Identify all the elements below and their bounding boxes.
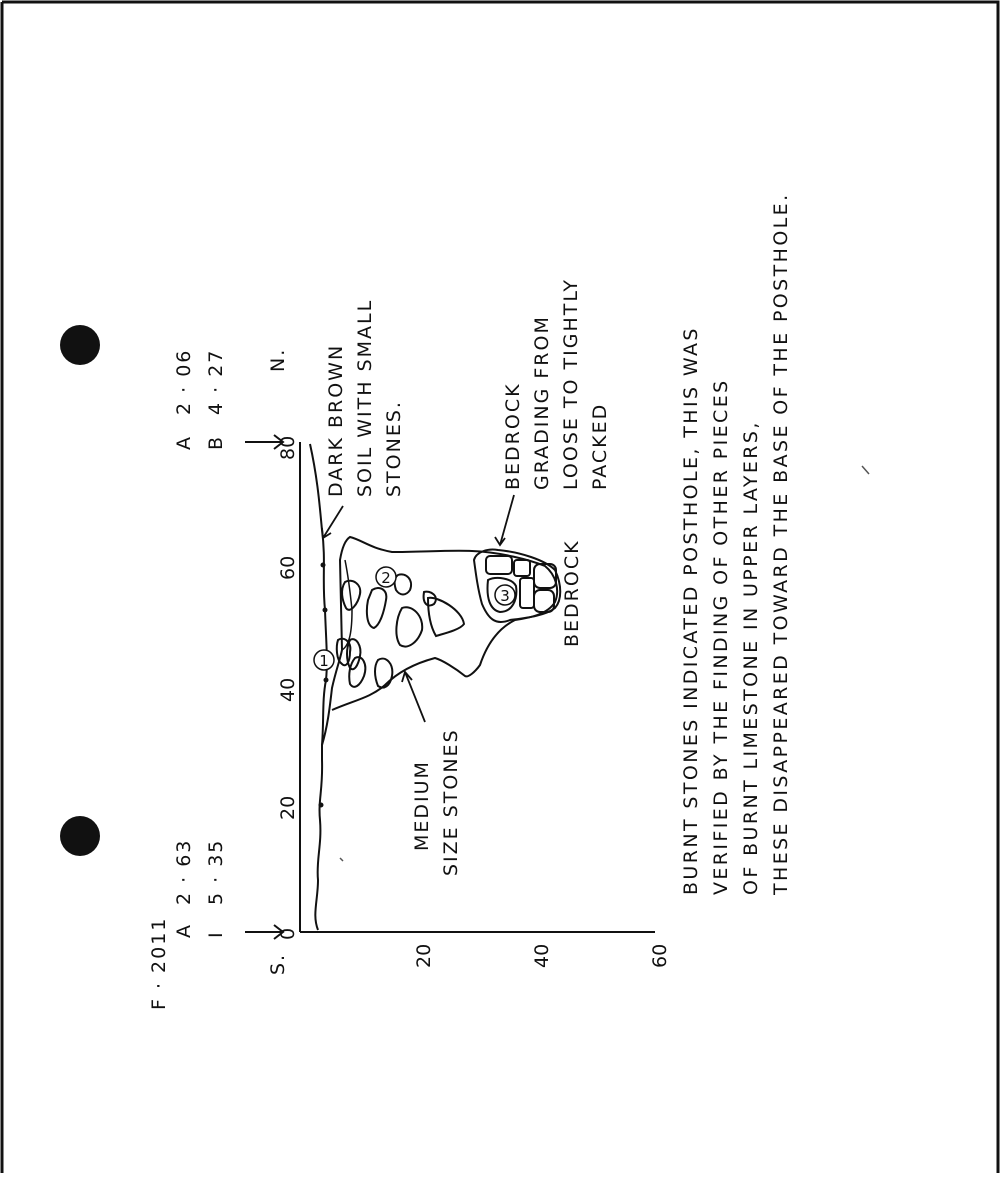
survey-point [324,678,329,683]
note-line-2: VERIFIED BY THE FINDING OF OTHER PIECES [710,378,732,895]
h-tick-40: 40 [277,677,299,702]
survey-point [319,803,324,808]
south-ref-i-letter: I [205,930,227,938]
north-label: N. [267,347,289,372]
south-label: S. [267,952,289,975]
bedrock-grading-label-line-1: BEDROCK [502,382,524,490]
north-ref-a-value: 2 · 06 [173,348,195,415]
binder-hole-bottom [60,816,100,856]
medium-stones-label-line-1: MEDIUM [411,760,433,851]
layer-marker-label: 1 [319,652,329,670]
h-tick-20: 20 [277,795,299,820]
v-tick-20: 20 [413,943,435,968]
v-tick-40: 40 [531,943,553,968]
bedrock-grading-label-line-3: LOOSE TO TIGHTLY [560,277,582,490]
south-ref-i-value: 5 · 35 [205,838,227,905]
layer-marker-1 [314,650,334,670]
bedrock-label: BEDROCK [561,539,583,647]
h-tick-60: 60 [277,555,299,580]
note-line-3: OF BURNT LIMESTONE IN UPPER LAYERS, [740,420,762,895]
topsoil-label-line-2: SOIL WITH SMALL [354,298,376,497]
bedrock-grading-label-line-4: PACKED [589,402,611,490]
layer-marker-label: 3 [500,587,510,605]
h-tick-0: 0 [277,927,299,940]
topsoil-label-line-3: STONES. [383,400,405,497]
layer-marker-label: 2 [381,569,391,587]
h-tick-80: 80 [277,435,299,460]
layer-marker-2 [376,567,396,587]
north-ref-b-letter: B [205,434,227,450]
south-ref-a-letter: A [173,923,195,938]
binder-hole-top [60,325,100,365]
north-ref-a-letter: A [173,435,195,450]
medium-stones-label-line-2: SIZE STONES [440,728,462,876]
note-line-4: THESE DISAPPEARED TOWARD THE BASE OF THE POSTHOLE. [770,192,792,895]
survey-point [321,563,326,568]
sheet-id: F · 2011 [148,916,170,1010]
topsoil-label-line-1: DARK BROWN [325,343,347,497]
survey-point [323,608,328,613]
layer-marker-3 [495,585,515,605]
v-tick-60: 60 [649,943,671,968]
note-line-1: BURNT STONES INDICATED POSTHOLE, THIS WAS [680,326,702,895]
north-ref-b-value: 4 · 27 [205,348,227,415]
bedrock-grading-label-line-2: GRADING FROM [531,315,553,490]
south-ref-a-value: 2 · 63 [173,838,195,905]
